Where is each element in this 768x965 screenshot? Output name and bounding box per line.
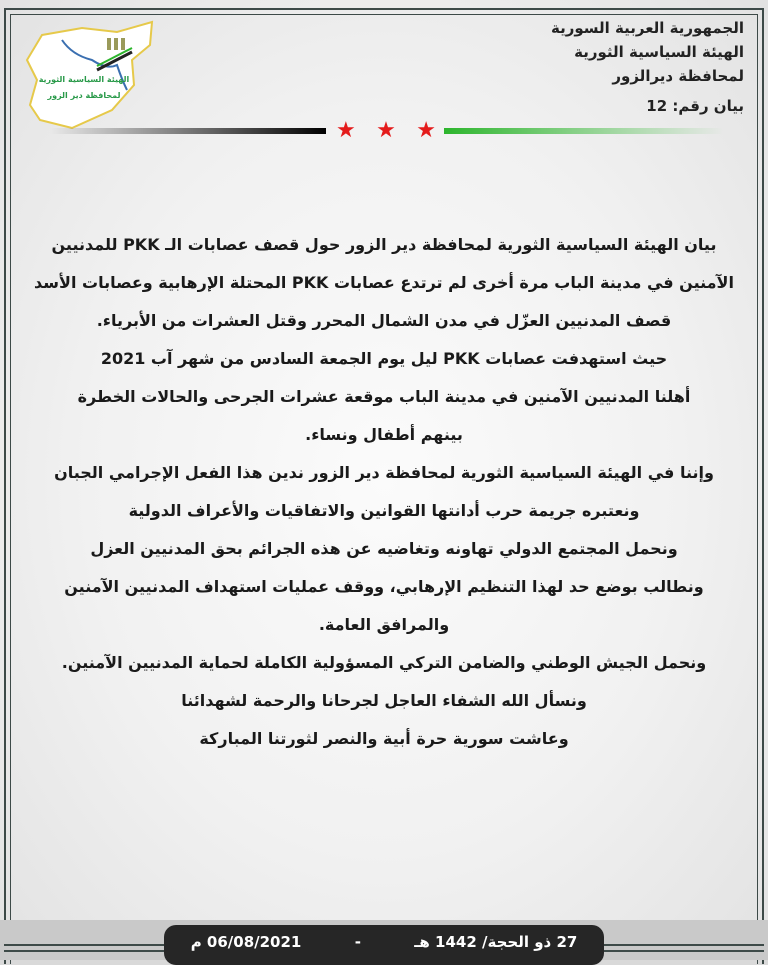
gregorian-date: 06/08/2021 م [190, 933, 302, 951]
syria-map-logo [22, 20, 157, 130]
star-icon: ★ [376, 118, 396, 143]
body-line: الآمنين في مدينة الباب مرة أخرى لم ترتدع عصابات PKK المحتلة الإرهابية وعصابات الأسد [34, 273, 734, 292]
body-line: بينهم أطفال ونساء. [305, 425, 463, 444]
logo-text-line2: لمحافظة دير الزور [47, 91, 121, 100]
body-line: والمرافق العامة. [318, 615, 450, 634]
date-separator: - [354, 933, 361, 951]
country-name: الجمهورية العربية السورية [551, 19, 744, 37]
body-line: وعاشت سورية حرة أبية والنصر لثورتنا المباركة [199, 729, 569, 748]
body-line: قصف المدنيين العزّل في مدن الشمال المحرر وقتل العشرات من الأبرياء. [96, 311, 672, 330]
flag-stars [336, 118, 436, 143]
statement-number: بيان رقم: 12 [646, 97, 744, 115]
hijri-date: 27 ذو الحجة/ 1442 هـ [414, 933, 578, 951]
divider-green [444, 128, 724, 134]
body-line: وإننا في الهيئة السياسية الثورية لمحافظة دير الزور ندين هذا الفعل الإجرامي الجبان [54, 463, 714, 482]
body-line: ونعتبره جريمة حرب أدانتها القوانين والاتفاقيات والأعراف الدولية [128, 501, 640, 520]
body-line: ونطالب بوضع حد لهذا التنظيم الإرهابي، ووقف عمليات استهداف المدنيين الآمنين [64, 577, 704, 596]
organization-name: الهيئة السياسية الثورية [574, 43, 744, 61]
star-icon: ★ [336, 118, 356, 143]
divider-black [50, 128, 326, 134]
statement-body [16, 228, 752, 760]
governorate-name: لمحافظة ديرالزور [612, 67, 744, 85]
body-line: ونسأل الله الشفاء العاجل لجرحانا والرحمة لشهدائنا [181, 691, 587, 710]
body-line: بيان الهيئة السياسية الثورية لمحافظة دير الزور حول قصف عصابات الـ PKK للمدنيين [51, 235, 717, 254]
date-bar [164, 925, 604, 965]
logo-text-line1: الهيئة السياسية الثورية [38, 75, 130, 84]
star-icon: ★ [416, 118, 436, 143]
body-line: ونحمل المجتمع الدولي تهاونه وتغاضيه عن هذه الجرائم بحق المدنيين العزل [90, 539, 678, 558]
body-line: ونحمل الجيش الوطني والضامن التركي المسؤولية الكاملة لحماية المدنيين الآمنين. [61, 653, 707, 672]
body-line: أهلنا المدنيين الآمنين في مدينة الباب موقعة عشرات الجرحى والحالات الخطرة [77, 387, 691, 406]
letterhead [551, 16, 744, 118]
body-line: حيث استهدفت عصابات PKK ليل يوم الجمعة السادس من شهر آب 2021 [100, 349, 668, 368]
